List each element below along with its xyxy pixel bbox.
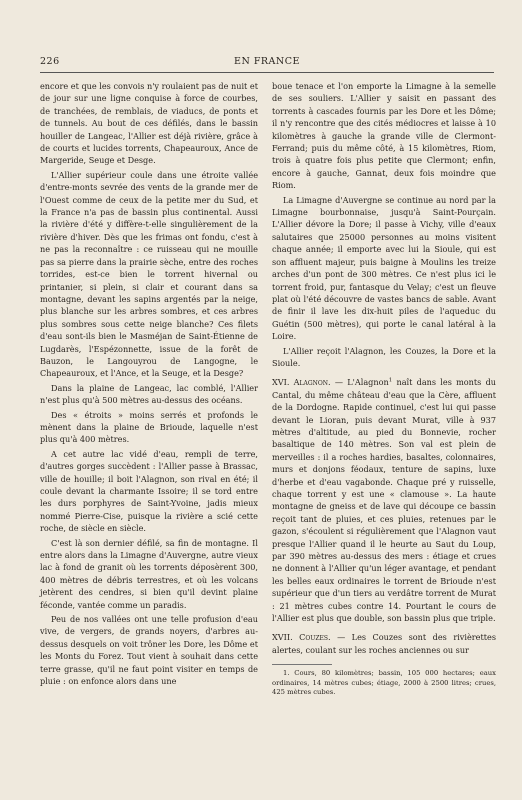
page-number: 226 [40,56,60,67]
paragraph: C'est là son dernier défilé, sa fin de montagne. Il entre alors dans la Limagne d'Auvergne, autre vieux lac à fond de granit où les torrents déposèrent 300, 400 mètres de débris terrestres, et où les volcans jetèrent des cendres, si bien qu'il devint plaine féconde, vantée comme un paradis. [40,537,258,610]
paragraph: A cet autre lac vidé d'eau, rempli de terre, d'autres gorges succèdent : l'Allier passe à Brassac, ville de houille; il boit l'Alagnon, son rival en été; il coule devant la charmante Issoire; il se tord entre les durs porphyres de Saint-Yvoine, jadis mieux nommé Pierre-Cise, puisque la rivière a scié cette roche, de siècle en siècle. [40,448,258,534]
section-alagnon [272,376,496,624]
paragraph: encore et que les convois n'y roulaient pas de nuit et de jour sur une ligne conquise à force de courbes, de tranchées, de remblais, de viaducs, de ponts et de tunnels. Au bout de ces défilés, dans le bassin houiller de Langeac, l'Allier est déjà rivière, grâce à de courts et lucides torrents, Chapeauroux, Ance de Margeride, Seuge et Desge. [40,81,258,166]
running-title: EN FRANCE [234,56,300,67]
header-rule [40,72,494,73]
paragraph: Des « étroits » moins serrés et profonds le mènent dans la plaine de Brioude, laquelle n'est plus qu'à 400 mètres. [40,409,258,445]
section-heading: XVII. Couzes. [272,632,331,643]
paragraph: Dans la plaine de Langeac, lac comblé, l'Allier n'est plus qu'à 500 mètres au-dessus des océans. [40,382,258,406]
section-text: — L'Alagnon [330,377,389,388]
paragraph: boue tenace et l'on emporte la Limagne à la semelle de ses souliers. L'Allier y saisit en passant des torrents à cascades fournis par les Dore et les Dôme; il n'y rencontre que des cités médiocres et laisse à 10 kilomètres à gauche la grande ville de Clermont-Ferrand; puis du même côté, à 15 kilomètres, Riom, trois à quatre fois plus petite que Clermont; enfin, encore à gauche, Gannat, deux fois moindre que Riom. [272,81,496,191]
paragraph: La Limagne d'Auvergne se continue au nord par la Limagne bourbonnaise, jusqu'à Saint-Pourçain. L'Allier dévore la Dore; il passe à Vichy, ville d'eaux salutaires que 25000 personnes au moins visitent chaque année; il emporte avec lui la Sioule, qui est son affluent majeur, puis baigne à Moulins les treize arches d'un pont de 300 mètres. Ce n'est plus ici le torrent froid, pur, fantasque du Velay; c'est un fleuve plat où l'été découvre de vastes bancs de sable. Avant de finir il lave les dix-huit piles de l'aqueduc du Guétin (500 mètres), qui porte le canal latéral à la Loire. [272,194,496,342]
footnote-reference: 1 [388,377,393,384]
section-heading: XVI. Alagnon. [272,377,331,388]
footnote-rule [272,664,332,665]
section-text: — Les Couzes sont des rivièrettes alertes, coulant sur les roches anciennes ou sur [272,632,497,655]
section-text: naît dans les monts du Cantal, du même château d'eau que la Cère, affluent de la Dordogne. Rapide continuel, c'est lui qui passe devant le Lioran, puis devant Murat, ville à 937 mètres d'altitude, au pied du Bonnevie, rocher basaltique de 140 mètres. Son val est plein de merveilles : il a roches hardies, basaltes, colonnaires, murs et donjons féodaux, tenture de sapins, luxe d'herbe et d'eau vagabonde. Chaque pré y ruisselle, chaque torrent y est une « clamouse ». La haute montagne de gneiss et de lave qui découpe ce bassin reçoit tant de pluies, et ces pluies, retenues par le gazon, s'écoulent si régulièrement que l'Alagnon vaut presque l'Allier quand il le heurte au Saut du Loup, par 390 mètres au-dessus des mers : étiage et crues ne donnent à l'Allier qu'un léger avantage, et pendant les belles eaux ordinaires le torrent de Brioude n'est supérieur que d'un tiers au verdâtre torrent de Murat : 21 mètres cubes contre 14. Pourtant le cours de l'Allier est plus que double, son bassin plus que triple. [272,377,497,624]
page-header [40,56,494,72]
left-column [40,80,258,690]
paragraph: Peu de nos vallées ont une telle profusion d'eau vive, de vergers, de grands noyers, d'arbres au-dessus desquels on voit trôner les Dore, les Dôme et les Monts du Forez. Tout vient à souhait dans cette terre grasse, qu'il ne faut point visiter en temps de pluie : on enfonce alors dans une [40,614,258,687]
right-column [272,80,496,700]
paragraph: L'Allier reçoit l'Alagnon, les Couzes, la Dore et la Sioule. [272,345,496,368]
paragraph: L'Allier supérieur coule dans une étroite vallée d'entre-monts sevrée des vents de la grande mer de l'Ouest comme de ceux de la petite mer du Sud, et la France n'a pas de bassin plus continental. Aussi la rivière d'été y diffère-t-elle singulièrement de la rivière d'hiver. Dès que les frimas ont fondu, c'est à ne pas la reconnaître : ce ruisseau qui ne mouille pas sa pierre dans la prairie sèche, entre des roches torrides, est-ce bien le torrent hivernal ou printanier, si plein, si clair et courant dans sa montagne, devant les sapins argentés par la neige, plus blanche sur les arbres sombres, et ces arbres plus sombres sous cette neige blanche? Ces filets d'eau sont-ils bien le Masméjan de Saint-Étienne de Lugdarès, l'Espézonnette, issue de la forêt de Bauzon, le Langouyrou de Langogne, le Chapeauroux, et l'Ance, et la Seuge, et la Desge? [40,169,258,379]
section-couzes [272,631,496,656]
footnote: 1. Cours, 80 kilomètres; bassin, 105 000 hectares; eaux ordinaires, 14 mètres cubes; étiage, 2000 à 2500 litres; crues, 425 mètres cubes. [272,669,496,697]
